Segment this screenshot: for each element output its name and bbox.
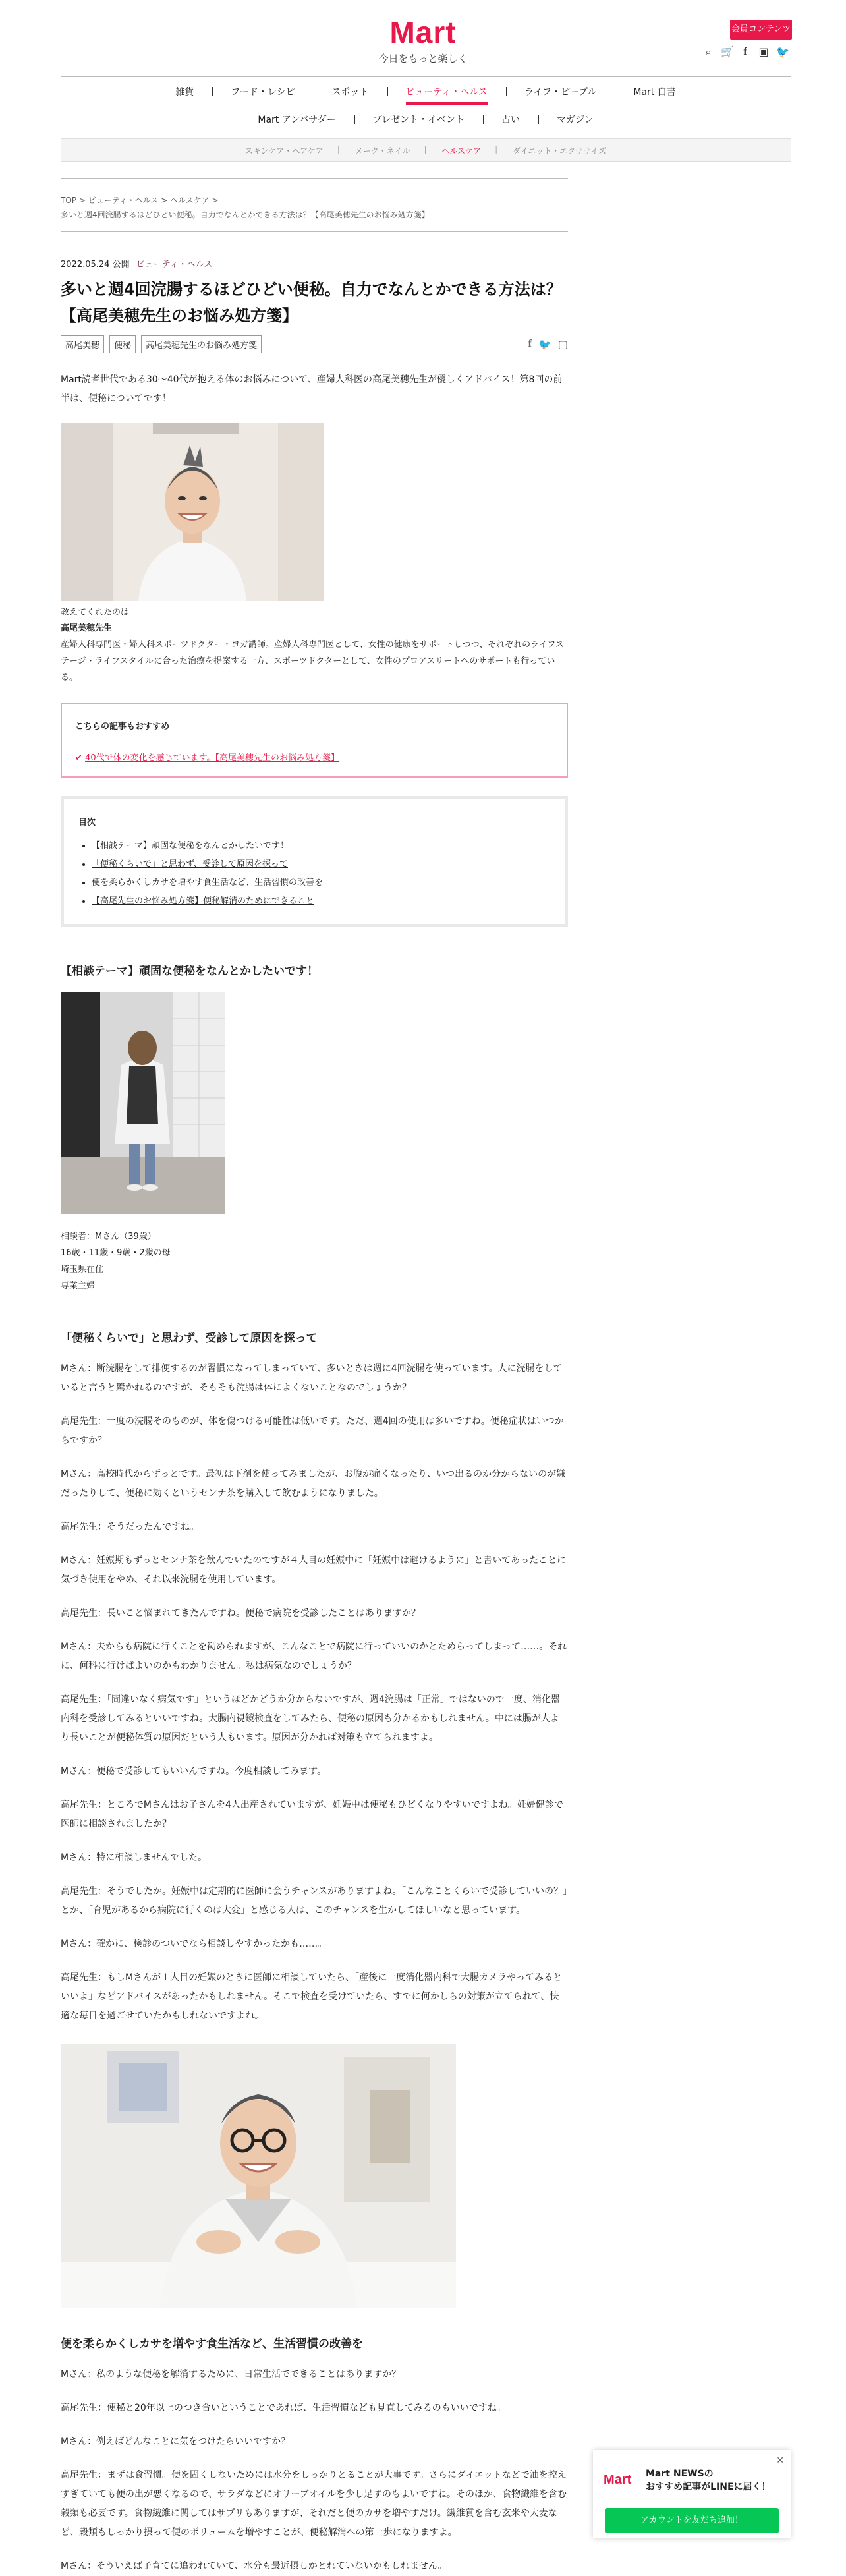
breadcrumb: TOP > ビューティ・ヘルス > ヘルスケア > 多いと週4回浣腸するほどひどい便秘。自力でなんとかできる方法は？【高尾美穂先生のお悩み処方箋】	[61, 196, 430, 219]
search-icon[interactable]: ⌕	[705, 45, 712, 58]
cart-icon[interactable]: 🛒	[721, 45, 734, 58]
doctor-caption	[61, 605, 568, 686]
doctor-photo	[61, 423, 324, 601]
dialog-paragraph: Mさん：私のような便秘を解消するために、日常生活でできることはありますか？	[61, 2369, 401, 2380]
subnav-item-skincare-haircare[interactable]: スキンケア・ヘアケア	[244, 146, 324, 156]
breadcrumb-subcategory[interactable]: ヘルスケア	[170, 196, 210, 205]
recommend-box	[61, 703, 568, 778]
nav-item-life-people[interactable]: ライフ・ピープル	[506, 85, 615, 98]
dialog-paragraph: 高尾先生：ところでMさんはお子さんを4人出産されていますが、妊娠中は便秘もひどくなりやすいですよね。妊婦健診で医師に相談されましたか？	[61, 1800, 563, 1829]
share-buttons	[528, 338, 568, 351]
tag-item[interactable]: 高尾美穂先生のお悩み処方箋	[141, 335, 262, 353]
breadcrumb-current: 多いと週4回浣腸するほどひどい便秘。自力でなんとかできる方法は？【高尾美穂先生のお悩み処方箋】	[61, 210, 430, 219]
nav-item-present-event[interactable]: プレゼント・イベント	[354, 113, 483, 126]
subnav-item-healthcare[interactable]: | ヘルスケア	[426, 145, 497, 156]
dialog-paragraph: Mさん：断浣腸をして排便するのが習慣になってしまっていて、多いときは週に4回浣腸を使っています。人に浣腸をしていると言うと驚かれるのですが、そもそも浣腸は体によくないことなのでしょうか？	[61, 1363, 563, 1393]
header-utility-icons	[702, 46, 788, 58]
table-of-contents	[61, 796, 568, 927]
nav-item-food-recipe[interactable]: フード・レシピ	[212, 85, 313, 98]
section-heading: 便を柔らかくしカサを増やす食生活など、生活習慣の改善を	[61, 2337, 363, 2351]
recommend-link[interactable]: 40代で体の変化を感じています。【高尾美穂先生のお悩み処方箋】	[85, 753, 340, 763]
breadcrumb-category[interactable]: ビューティ・ヘルス	[88, 196, 159, 205]
nav-item-magazine[interactable]: マガジン	[538, 113, 612, 126]
section-heading: 「便秘くらいで」と思わず、受診して原因を探って	[61, 1332, 318, 1345]
toc-item	[92, 837, 550, 855]
consultant-profile	[61, 1228, 568, 1294]
twitter-icon[interactable]: 🐦	[776, 45, 789, 58]
caption-label: 教えてくれたのは	[61, 608, 130, 617]
article	[61, 178, 568, 2576]
close-icon[interactable]: ✕	[776, 2455, 784, 2466]
article-title: 多いと週4回浣腸するほどひどい便秘。自力でなんとかできる方法は？【高尾美穂先生のお悩み処方箋】	[61, 280, 562, 325]
subnav-item-diet-exercise[interactable]: | ダイエット・エクササイズ	[497, 145, 622, 156]
section-heading: 【相談テーマ】頑固な便秘をなんとかしたいです！	[61, 965, 318, 978]
dialog-paragraph: Mさん：そういえば子育てに追われていて、水分も最近摂しかとれていないかもしれません。	[61, 2561, 447, 2571]
profile-line: 埼玉県在住	[61, 1265, 104, 1274]
global-nav-row-1	[61, 77, 791, 106]
consultant-photo	[61, 992, 225, 1214]
recommend-heading: こちらの記事もおすすめ	[75, 719, 553, 741]
dialog-paragraph: 高尾先生：長いこと悩まれてきたんですね。便秘で病院を受診したことはありますか？	[61, 1608, 420, 1618]
facebook-icon[interactable]: f	[743, 46, 747, 57]
toc-link[interactable]: 【高尾先生のお悩み処方箋】便秘解消のためにできること	[92, 896, 315, 906]
popup-message-line: おすすめ記事がLINEに届く！	[646, 2482, 771, 2492]
nav-item-fortune[interactable]: 占い	[483, 113, 538, 126]
popup-logo: Mart	[604, 2473, 632, 2487]
popup-message-line: Mart NEWSの	[646, 2469, 714, 2479]
global-nav	[61, 76, 791, 132]
site-header	[0, 0, 846, 76]
dialog-paragraph: Mさん：確かに、検診のついでなら相談しやすかったかも……。	[61, 1939, 327, 1949]
tag-list	[61, 335, 262, 353]
sub-nav	[61, 138, 791, 162]
dialog-paragraph: Mさん：便秘で受診してもいいんですね。今度相談してみます。	[61, 1766, 326, 1777]
dialog-paragraph: 高尾先生：そうでしたか。妊娠中は定期的に医師に会うチャンスがありますよね。「こんなことくらいで受診していいの？」とか、「育児があるから病院に行くのは大変」と感じる人は、このチャンスを生かしてほしいなと思っています。	[61, 1886, 568, 1916]
nav-item-mart-whitepaper[interactable]: Mart 白書	[615, 85, 694, 98]
dialog-paragraph: 高尾先生：まずは食習慣。便を固くしないためには水分をしっかりとることが大事です。さらにダイエットなどで油を控えすぎていても便の出が悪くなるので、サラダなどにオリーブオイルを少し足すのもよいですね。そのほか、食物繊維を含む穀類も必要です。食物繊維に関してはサプリもありますが、それだと便のカサを増やすだけ。繊維質を含む玄米や大麦など、穀類もしっかり摂って便のボリュームを増やすことが、便秘解消への第一歩になりますよ。	[61, 2470, 567, 2538]
dialog-paragraph: 高尾先生：そうだったんですね。	[61, 1522, 199, 1532]
breadcrumb-top[interactable]: TOP	[61, 196, 77, 205]
article-category-link[interactable]: ビューティ・ヘルス	[136, 260, 213, 270]
toc-link[interactable]: 【相談テーマ】頑固な便秘をなんとかしたいです！	[92, 841, 289, 851]
article-intro: Mart読者世代である30〜40代が抱える体のお悩みについて、産婦人科医の高尾美穂先生が優しくアドバイス！第8回の前半は、便秘についてです！	[61, 374, 563, 404]
toc-heading: 目次	[78, 818, 96, 828]
divider	[61, 231, 568, 232]
dialog-paragraph: Mさん：例えばどんなことに気をつけたらいいですか？	[61, 2436, 291, 2447]
line-share-icon[interactable]: ▢	[557, 338, 568, 351]
toc-item	[92, 892, 550, 911]
toc-list	[78, 837, 550, 911]
toc-link[interactable]: 「便秘くらいで」と思わず、受診して原因を探って	[92, 859, 288, 869]
caption-text: 産婦人科専門医・婦人科スポーツドクター・ヨガ講師。産婦人科専門医として、女性の健康をサポートしつつ、それぞれのライフステージ・ライフスタイルに合った治療を提案する一方、スポーツドクターとして、女性のプロアスリートへのサポートも行っている。	[61, 640, 564, 683]
nav-item-spot[interactable]: スポット	[314, 85, 387, 98]
tag-item[interactable]: 便秘	[109, 335, 136, 353]
dialog-section-2	[61, 1360, 568, 2026]
profile-line: 専業主婦	[61, 1281, 96, 1291]
article-meta	[61, 257, 568, 270]
line-follow-popup	[593, 2450, 791, 2538]
instagram-icon[interactable]: ▣	[758, 45, 769, 58]
toc-link[interactable]: 便を柔らかくしカサを増やす食生活など、生活習慣の改善を	[92, 878, 324, 888]
subnav-item-make-nail[interactable]: | メーク・ネイル	[339, 145, 426, 156]
recommend-link-row	[75, 751, 553, 763]
twitter-share-icon[interactable]: 🐦	[538, 338, 551, 351]
dialog-section-3	[61, 2365, 568, 2576]
global-nav-row-2	[61, 106, 791, 132]
dialog-paragraph: Mさん：高校時代からずっとです。最初は下剤を使ってみましたが、お腹が痛くなったり、いつ出るのか分からないのが嫌だったりして、便秘に効くというセンナ茶を購入して飲むようになりました。	[61, 1469, 566, 1499]
nav-item-ambassador[interactable]: Mart アンバサダー	[258, 115, 336, 125]
toc-item	[92, 874, 550, 892]
dialog-paragraph: 高尾先生：便秘と20年以上のつき合いということであれば、生活習慣なども見直してみるのもいいですね。	[61, 2403, 506, 2413]
tags-row	[61, 335, 568, 353]
dialog-paragraph: 高尾先生：一度の浣腸そのものが、体を傷つける可能性は低いです。ただ、週4回の使用は多いですね。便秘症状はいつからですか？	[61, 1416, 564, 1446]
dialog-paragraph: Mさん：特に相談しませんでした。	[61, 1852, 208, 1863]
dialog-paragraph: 高尾先生：「間違いなく病気です」というほどかどうか分からないですが、週4浣腸は「正常」ではないので一度、消化器内科を受診してみるといいですね。大腸内視鏡検査をしてみたら、便秘の原因も分かるかもしれません。中には腸が人より長いことが便秘体質の原因だという人もいます。原因が分かれば対策も立てられますよ。	[61, 1694, 560, 1743]
toc-item	[92, 855, 550, 874]
dialog-paragraph: 高尾先生：もしMさんが１人目の妊娠のときに医師に相談していたら、「産後に一度消化器内科で大腸カメラやってみるといいよ」などアドバイスがあったかもしれません。そこで検査を受けていたら、すでに何かしらの対策が立てられて、快適な毎日を過ごせていたかもしれないですよね。	[61, 1972, 563, 2021]
site-tagline: 今日をもっと楽しく	[378, 53, 468, 65]
nav-item-beauty-health[interactable]: ビューティ・ヘルス	[387, 85, 506, 98]
check-icon: ✔	[75, 753, 82, 763]
add-line-friend-button[interactable]: アカウントを友だち追加！	[605, 2508, 779, 2533]
member-content-button[interactable]: 会員コンテンツ	[730, 20, 792, 40]
profile-line: 16歳・11歳・9歳・2歳の母	[61, 1248, 171, 1258]
dialog-paragraph: Mさん：夫からも病院に行くことを勧められますが、こんなことで病院に行っていいのかとためらってしまって……。それに、何科に行けばよいのかもわかりません。私は病気なのでしょうか？	[61, 1642, 567, 1671]
tag-item[interactable]: 高尾美穂	[61, 335, 104, 353]
doctor-portrait-photo	[61, 2044, 456, 2308]
dialog-paragraph: Mさん：妊娠期もずっとセンナ茶を飲んでいたのですが４人目の妊娠中に「妊娠中は避けるように」と書いてあったことに気づき使用をやめ、それ以来浣腸を使用しています。	[61, 1555, 567, 1585]
popup-message	[646, 2467, 771, 2494]
caption-name: 高尾美穂先生	[61, 623, 113, 633]
site-logo[interactable]: Mart	[389, 15, 457, 49]
profile-line: 相談者：Mさん（39歳）	[61, 1232, 156, 1242]
facebook-share-icon[interactable]: f	[528, 338, 532, 349]
nav-item-goods[interactable]: 雑貨	[175, 87, 194, 98]
publish-date: 2022.05.24 公開	[61, 260, 130, 270]
